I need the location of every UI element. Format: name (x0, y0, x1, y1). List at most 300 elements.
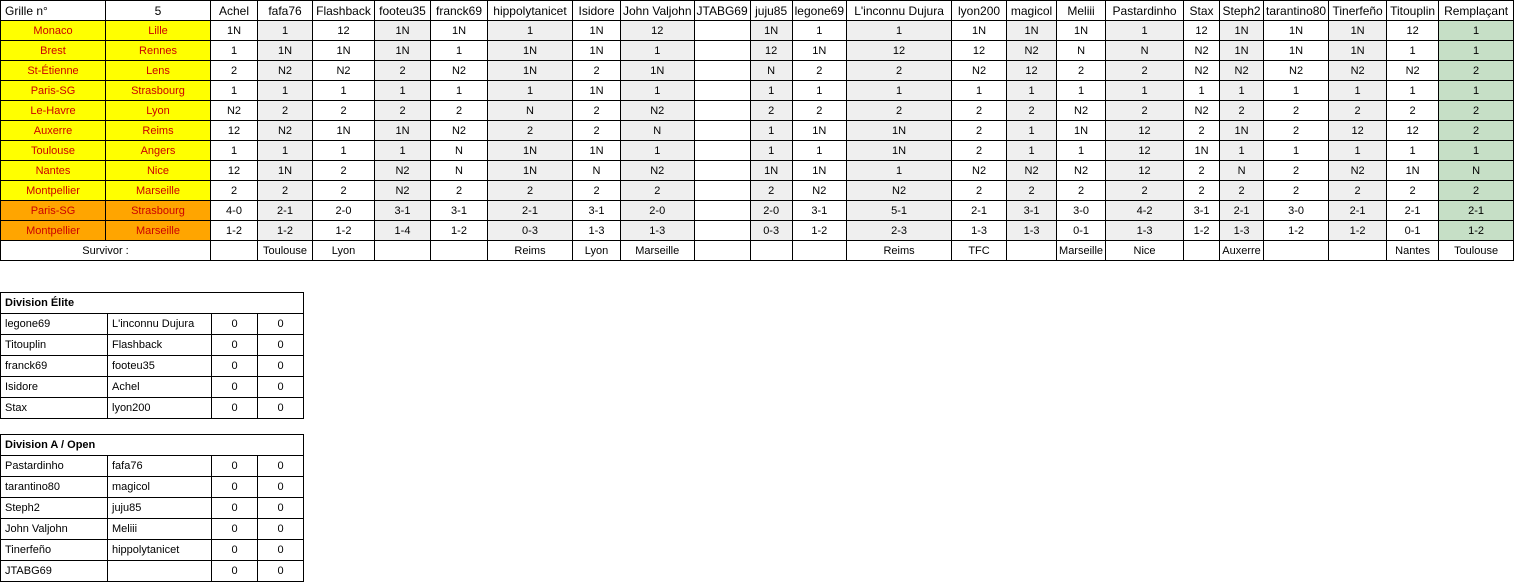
pick-cell[interactable]: 2 (1264, 161, 1329, 181)
pick-cell[interactable]: 1 (621, 81, 695, 101)
pick-cell[interactable]: 1N (431, 21, 488, 41)
pick-cell[interactable]: N2 (1220, 61, 1264, 81)
pick-cell[interactable]: 2 (313, 101, 375, 121)
pick-cell[interactable]: 1N (792, 161, 846, 181)
pick-cell[interactable]: 1-2 (792, 221, 846, 241)
pick-cell[interactable]: N2 (1007, 161, 1057, 181)
pick-cell[interactable]: N2 (621, 101, 695, 121)
score-b[interactable]: 0 (258, 477, 304, 498)
pick-cell[interactable]: 1 (1387, 141, 1439, 161)
pick-cell[interactable]: 2 (313, 181, 375, 201)
matchup-row (1, 498, 304, 519)
player-b: Flashback (108, 335, 212, 356)
replacement-cell[interactable]: 2 (1439, 61, 1514, 81)
pick-cell[interactable]: 1-2 (431, 221, 488, 241)
player-a: Steph2 (1, 498, 108, 519)
pick-cell[interactable] (694, 161, 750, 181)
pick-cell[interactable]: 2-0 (313, 201, 375, 221)
pick-cell[interactable]: 1-2 (313, 221, 375, 241)
pick-cell[interactable]: 1 (792, 141, 846, 161)
pick-cell[interactable]: 1 (1007, 81, 1057, 101)
pick-cell[interactable]: 2 (375, 101, 431, 121)
replacement-cell[interactable]: 1 (1439, 141, 1514, 161)
pick-cell[interactable]: 1 (1220, 81, 1264, 101)
pick-cell[interactable]: 1 (258, 81, 313, 101)
survivor-cell[interactable]: Reims (847, 241, 952, 261)
pick-cell[interactable]: 1N (1057, 21, 1106, 41)
pick-cell[interactable]: 1N (750, 161, 792, 181)
pick-cell[interactable]: 2 (1007, 181, 1057, 201)
pick-cell[interactable]: 2 (952, 101, 1007, 121)
pick-cell[interactable]: 1 (258, 141, 313, 161)
pick-cell[interactable]: 1N (792, 41, 846, 61)
pick-cell[interactable]: N2 (1007, 41, 1057, 61)
pick-cell[interactable]: N2 (1184, 101, 1220, 121)
pick-cell[interactable]: 1 (1057, 141, 1106, 161)
pick-cell[interactable]: 2-3 (847, 221, 952, 241)
pick-cell[interactable]: 1 (792, 81, 846, 101)
pick-cell[interactable] (694, 181, 750, 201)
pick-cell[interactable]: N2 (211, 101, 258, 121)
pick-cell[interactable]: 1N (488, 41, 573, 61)
pick-cell[interactable]: 1 (750, 81, 792, 101)
pick-cell[interactable]: N2 (258, 121, 313, 141)
pick-cell[interactable]: N2 (1329, 161, 1387, 181)
score-b[interactable]: 0 (258, 561, 304, 582)
pick-cell[interactable]: 1N (488, 61, 573, 81)
pick-cell[interactable] (694, 141, 750, 161)
pick-cell[interactable]: 1 (211, 41, 258, 61)
pick-cell[interactable]: 2 (847, 61, 952, 81)
pick-cell[interactable]: 1 (847, 81, 952, 101)
replacement-cell[interactable]: 1 (1439, 81, 1514, 101)
pick-cell[interactable]: 1 (1057, 81, 1106, 101)
pick-cell[interactable]: 1 (1220, 141, 1264, 161)
score-a[interactable]: 0 (212, 498, 258, 519)
pick-cell[interactable]: 1N (211, 21, 258, 41)
score-a[interactable]: 0 (212, 561, 258, 582)
pick-cell[interactable]: 1N (750, 21, 792, 41)
pick-cell[interactable]: 2 (952, 181, 1007, 201)
pick-cell[interactable]: N2 (1057, 161, 1106, 181)
pick-cell[interactable]: 3-1 (792, 201, 846, 221)
pick-cell[interactable]: N2 (621, 161, 695, 181)
pick-cell[interactable]: 3-1 (573, 201, 621, 221)
pick-cell[interactable]: 1N (375, 121, 431, 141)
pick-cell[interactable]: 1N (621, 61, 695, 81)
pick-cell[interactable]: 1 (375, 141, 431, 161)
pick-cell[interactable]: 2 (573, 181, 621, 201)
score-b[interactable]: 0 (258, 519, 304, 540)
pick-cell[interactable]: 2 (1057, 181, 1106, 201)
pick-cell[interactable]: 2 (431, 101, 488, 121)
replacement-cell[interactable]: 1 (1439, 21, 1514, 41)
pick-cell[interactable]: 2 (1106, 101, 1184, 121)
pick-cell[interactable]: 1N (1057, 121, 1106, 141)
pick-cell[interactable]: 2-1 (1220, 201, 1264, 221)
survivor-cell[interactable]: Toulouse (258, 241, 313, 261)
pick-cell[interactable] (694, 201, 750, 221)
pick-cell[interactable]: 1 (1007, 121, 1057, 141)
score-a[interactable]: 0 (212, 314, 258, 335)
pick-cell[interactable]: N (488, 101, 573, 121)
pick-cell[interactable]: 1N (1387, 161, 1439, 181)
player-a: Pastardinho (1, 456, 108, 477)
survivor-cell[interactable]: Nantes (1387, 241, 1439, 261)
pick-cell[interactable]: 12 (1106, 161, 1184, 181)
pick-cell[interactable]: 2 (1220, 101, 1264, 121)
pick-cell[interactable]: 2 (313, 161, 375, 181)
pick-cell[interactable]: 1N (573, 41, 621, 61)
pick-cell[interactable]: 12 (211, 161, 258, 181)
pick-cell[interactable]: N2 (313, 61, 375, 81)
pick-cell[interactable] (694, 61, 750, 81)
pick-cell[interactable]: 2 (1264, 181, 1329, 201)
pick-cell[interactable]: 2 (573, 101, 621, 121)
survivor-cell[interactable] (750, 241, 792, 261)
pick-cell[interactable]: 1N (1264, 41, 1329, 61)
survivor-cell[interactable]: Auxerre (1220, 241, 1264, 261)
pick-cell[interactable]: 12 (1184, 21, 1220, 41)
pick-cell[interactable]: 2 (1387, 181, 1439, 201)
pick-cell[interactable]: 2-1 (1329, 201, 1387, 221)
score-a[interactable]: 0 (212, 335, 258, 356)
home-team: Monaco (1, 21, 106, 41)
pick-cell[interactable]: N (431, 141, 488, 161)
pick-cell[interactable]: 2 (792, 101, 846, 121)
pick-cell[interactable]: 1 (1329, 81, 1387, 101)
survivor-cell[interactable] (792, 241, 846, 261)
pick-cell[interactable]: N2 (431, 61, 488, 81)
pick-cell[interactable]: 1N (1220, 21, 1264, 41)
player-header-9: juju85 (750, 1, 792, 21)
survivor-cell[interactable] (1007, 241, 1057, 261)
survivor-cell[interactable]: TFC (952, 241, 1007, 261)
pick-cell[interactable]: 1N (375, 21, 431, 41)
pick-cell[interactable]: N (621, 121, 695, 141)
pick-cell[interactable] (694, 221, 750, 241)
replacement-cell[interactable]: 2 (1439, 101, 1514, 121)
pick-cell[interactable]: 1N (1264, 21, 1329, 41)
score-a[interactable]: 0 (212, 377, 258, 398)
matchup-row (1, 519, 304, 540)
pick-cell[interactable]: 12 (1329, 121, 1387, 141)
pick-cell[interactable]: 0-3 (488, 221, 573, 241)
pick-cell[interactable]: 1 (1387, 81, 1439, 101)
survivor-cell[interactable] (375, 241, 431, 261)
pick-cell[interactable]: 1N (573, 21, 621, 41)
division-elite-table (0, 292, 304, 419)
score-a[interactable]: 0 (212, 356, 258, 377)
pick-cell[interactable]: 1 (488, 21, 573, 41)
pick-cell[interactable]: 1 (1106, 21, 1184, 41)
pick-cell[interactable]: 1 (847, 21, 952, 41)
score-a[interactable]: 0 (212, 456, 258, 477)
score-a[interactable]: 0 (212, 540, 258, 561)
pick-cell[interactable]: 12 (952, 41, 1007, 61)
survivor-cell[interactable] (694, 241, 750, 261)
pick-cell[interactable]: N2 (1387, 61, 1439, 81)
home-team: Paris-SG (1, 201, 106, 221)
pick-cell[interactable]: 2 (211, 181, 258, 201)
pick-cell[interactable]: 1 (211, 81, 258, 101)
replacement-cell[interactable]: 2-1 (1439, 201, 1514, 221)
pick-cell[interactable]: 2 (1387, 101, 1439, 121)
home-team: Montpellier (1, 181, 106, 201)
pick-cell[interactable]: N2 (952, 161, 1007, 181)
replacement-cell[interactable]: 1-2 (1439, 221, 1514, 241)
player-b: fafa76 (108, 456, 212, 477)
pick-cell[interactable]: 1N (573, 81, 621, 101)
pick-cell[interactable]: 12 (1387, 121, 1439, 141)
pick-cell[interactable]: 4-0 (211, 201, 258, 221)
home-team: Le-Havre (1, 101, 106, 121)
survivor-cell[interactable]: Marseille (621, 241, 695, 261)
pick-cell[interactable]: 1N (258, 161, 313, 181)
pick-cell[interactable]: 2 (375, 61, 431, 81)
replacement-cell[interactable]: 1 (1439, 41, 1514, 61)
pick-cell[interactable]: 1 (621, 41, 695, 61)
pick-cell[interactable]: 1-3 (1220, 221, 1264, 241)
pick-cell[interactable]: 0-1 (1057, 221, 1106, 241)
pick-cell[interactable]: 2 (1329, 181, 1387, 201)
pick-cell[interactable] (694, 81, 750, 101)
score-b[interactable]: 0 (258, 356, 304, 377)
pick-cell[interactable]: 3-1 (431, 201, 488, 221)
pick-cell[interactable]: 2 (573, 121, 621, 141)
pick-cell[interactable]: 1N (1220, 41, 1264, 61)
survivor-cell[interactable] (211, 241, 258, 261)
pick-cell[interactable]: 1-2 (1329, 221, 1387, 241)
pick-cell[interactable]: 1N (1329, 41, 1387, 61)
score-b[interactable]: 0 (258, 314, 304, 335)
pick-cell[interactable]: 1 (431, 41, 488, 61)
pick-cell[interactable]: 1-3 (573, 221, 621, 241)
pick-cell[interactable]: 1 (211, 141, 258, 161)
pick-cell[interactable]: 2 (1106, 61, 1184, 81)
pick-cell[interactable]: 1 (258, 21, 313, 41)
pick-cell[interactable]: 12 (750, 41, 792, 61)
pick-cell[interactable]: 2 (792, 61, 846, 81)
pick-cell[interactable]: 1 (1007, 141, 1057, 161)
pick-cell[interactable]: N2 (1057, 101, 1106, 121)
pick-cell[interactable]: 0-3 (750, 221, 792, 241)
pick-cell[interactable]: 12 (1106, 121, 1184, 141)
pick-cell[interactable] (694, 121, 750, 141)
pick-cell[interactable]: 1N (573, 141, 621, 161)
pick-cell[interactable]: 12 (847, 41, 952, 61)
pick-cell[interactable]: 2 (1057, 61, 1106, 81)
pick-cell[interactable] (694, 41, 750, 61)
score-a[interactable]: 0 (212, 519, 258, 540)
score-a[interactable]: 0 (212, 398, 258, 419)
pick-cell[interactable]: 1N (1007, 21, 1057, 41)
pick-cell[interactable]: 2 (1106, 181, 1184, 201)
pick-cell[interactable]: 2 (211, 61, 258, 81)
score-b[interactable]: 0 (258, 456, 304, 477)
survivor-cell[interactable] (1184, 241, 1220, 261)
pick-cell[interactable]: 1 (431, 81, 488, 101)
score-b[interactable]: 0 (258, 377, 304, 398)
survivor-cell[interactable] (1329, 241, 1387, 261)
pick-cell[interactable]: 1N (375, 41, 431, 61)
pick-cell[interactable]: N2 (1184, 41, 1220, 61)
pick-cell[interactable]: 2-1 (488, 201, 573, 221)
pick-cell[interactable]: 1N (488, 161, 573, 181)
pick-cell[interactable]: 12 (313, 21, 375, 41)
pick-cell[interactable]: 1N (313, 41, 375, 61)
pick-cell[interactable]: 12 (1106, 141, 1184, 161)
pick-cell[interactable]: 1-3 (952, 221, 1007, 241)
pick-cell[interactable]: 3-0 (1057, 201, 1106, 221)
pick-cell[interactable]: 4-2 (1106, 201, 1184, 221)
score-b[interactable]: 0 (258, 335, 304, 356)
pick-cell[interactable] (694, 101, 750, 121)
score-b[interactable]: 0 (258, 498, 304, 519)
pick-cell[interactable]: 12 (211, 121, 258, 141)
pick-cell[interactable]: 3-1 (375, 201, 431, 221)
pick-cell[interactable]: N (573, 161, 621, 181)
pick-cell[interactable]: 3-1 (1184, 201, 1220, 221)
pick-cell[interactable]: 2 (952, 121, 1007, 141)
pick-cell[interactable]: 2 (952, 141, 1007, 161)
pick-cell[interactable]: N2 (375, 181, 431, 201)
pick-cell[interactable]: 3-0 (1264, 201, 1329, 221)
pick-cell[interactable] (694, 21, 750, 41)
pick-cell[interactable]: 1 (1184, 81, 1220, 101)
survivor-cell[interactable]: Lyon (313, 241, 375, 261)
pick-cell[interactable]: 2 (258, 181, 313, 201)
pick-cell[interactable]: 1N (1329, 21, 1387, 41)
pick-cell[interactable]: 2 (1007, 101, 1057, 121)
pick-cell[interactable]: 2 (1264, 121, 1329, 141)
pick-cell[interactable]: 1 (1106, 81, 1184, 101)
pick-cell[interactable]: 2 (1220, 181, 1264, 201)
survivor-cell[interactable]: Nice (1106, 241, 1184, 261)
score-b[interactable]: 0 (258, 398, 304, 419)
pick-cell[interactable]: 1N (952, 21, 1007, 41)
pick-cell[interactable]: 1 (488, 81, 573, 101)
pick-cell[interactable]: 1 (1264, 81, 1329, 101)
pick-cell[interactable]: 2 (1184, 121, 1220, 141)
player-a: JTABG69 (1, 561, 108, 582)
pick-cell[interactable]: 2 (1184, 161, 1220, 181)
pick-cell[interactable]: N2 (847, 181, 952, 201)
pick-cell[interactable]: 2 (1184, 181, 1220, 201)
pick-cell[interactable]: 1N (847, 141, 952, 161)
pick-cell[interactable]: 1 (1329, 141, 1387, 161)
pick-cell[interactable]: N (431, 161, 488, 181)
pick-cell[interactable]: 3-1 (1007, 201, 1057, 221)
pick-cell[interactable]: 1 (792, 21, 846, 41)
score-b[interactable]: 0 (258, 540, 304, 561)
survivor-cell[interactable]: Reims (488, 241, 573, 261)
pick-cell[interactable]: 1N (1184, 141, 1220, 161)
pick-cell[interactable]: N2 (952, 61, 1007, 81)
pick-cell[interactable]: 1N (1220, 121, 1264, 141)
pick-cell[interactable]: N2 (375, 161, 431, 181)
pick-cell[interactable]: N2 (258, 61, 313, 81)
survivor-cell[interactable] (431, 241, 488, 261)
pick-cell[interactable]: N2 (792, 181, 846, 201)
pick-cell[interactable]: 1 (621, 141, 695, 161)
pick-cell[interactable]: 2 (488, 121, 573, 141)
pick-cell[interactable]: 2 (750, 101, 792, 121)
pick-cell[interactable]: 1 (750, 141, 792, 161)
survivor-cell[interactable]: Lyon (573, 241, 621, 261)
survivor-cell[interactable] (1264, 241, 1329, 261)
pick-cell[interactable]: 1 (375, 81, 431, 101)
pick-cell[interactable]: 2-0 (750, 201, 792, 221)
pick-cell[interactable]: 2-1 (952, 201, 1007, 221)
pick-cell[interactable]: 2 (621, 181, 695, 201)
pick-cell[interactable]: 12 (621, 21, 695, 41)
pick-cell[interactable]: N (1057, 41, 1106, 61)
replacement-cell[interactable]: 2 (1439, 181, 1514, 201)
pick-cell[interactable]: 1N (258, 41, 313, 61)
pick-cell[interactable]: 1-2 (211, 221, 258, 241)
pick-cell[interactable]: N2 (1264, 61, 1329, 81)
pick-cell[interactable]: 2 (258, 101, 313, 121)
pick-cell[interactable]: 1-2 (1184, 221, 1220, 241)
pick-cell[interactable]: 1 (313, 141, 375, 161)
pick-cell[interactable]: 2-1 (258, 201, 313, 221)
pick-cell[interactable]: 1 (1264, 141, 1329, 161)
player-b: Achel (108, 377, 212, 398)
pick-cell[interactable]: 2 (573, 61, 621, 81)
pick-cell[interactable]: 2 (1264, 101, 1329, 121)
pick-cell[interactable]: 0-1 (1387, 221, 1439, 241)
pick-cell[interactable]: 1-4 (375, 221, 431, 241)
pick-cell[interactable]: 1N (792, 121, 846, 141)
pick-cell[interactable]: 1-3 (621, 221, 695, 241)
pick-cell[interactable]: 2-1 (1387, 201, 1439, 221)
pick-cell[interactable]: N2 (431, 121, 488, 141)
pick-cell[interactable]: 1N (313, 121, 375, 141)
pick-cell[interactable]: N2 (1184, 61, 1220, 81)
pick-cell[interactable]: 1-3 (1106, 221, 1184, 241)
pick-cell[interactable]: 2 (750, 181, 792, 201)
pick-cell[interactable]: 1N (847, 121, 952, 141)
pick-cell[interactable]: 1-2 (258, 221, 313, 241)
pick-cell[interactable]: 12 (1007, 61, 1057, 81)
pick-cell[interactable]: 1N (488, 141, 573, 161)
pick-cell[interactable]: 2 (431, 181, 488, 201)
pick-cell[interactable]: N (1106, 41, 1184, 61)
score-a[interactable]: 0 (212, 477, 258, 498)
pick-cell[interactable]: 1-3 (1007, 221, 1057, 241)
pick-cell[interactable]: 2 (488, 181, 573, 201)
survivor-replacement-cell[interactable]: Toulouse (1439, 241, 1514, 261)
replacement-cell[interactable]: 2 (1439, 121, 1514, 141)
pick-cell[interactable]: 1 (1387, 41, 1439, 61)
replacement-cell[interactable]: N (1439, 161, 1514, 181)
survivor-cell[interactable]: Marseille (1057, 241, 1106, 261)
pick-cell[interactable]: N (1220, 161, 1264, 181)
pick-cell[interactable]: 2 (1329, 101, 1387, 121)
pick-cell[interactable]: 5-1 (847, 201, 952, 221)
pick-cell[interactable]: 1-2 (1264, 221, 1329, 241)
pick-cell[interactable]: 2-0 (621, 201, 695, 221)
pick-cell[interactable]: N (750, 61, 792, 81)
pick-cell[interactable]: 1 (313, 81, 375, 101)
pick-cell[interactable]: N2 (1329, 61, 1387, 81)
pick-cell[interactable]: 1 (952, 81, 1007, 101)
pick-cell[interactable]: 1 (750, 121, 792, 141)
pick-cell[interactable]: 1 (847, 161, 952, 181)
pick-cell[interactable]: 2 (847, 101, 952, 121)
pick-cell[interactable]: 12 (1387, 21, 1439, 41)
